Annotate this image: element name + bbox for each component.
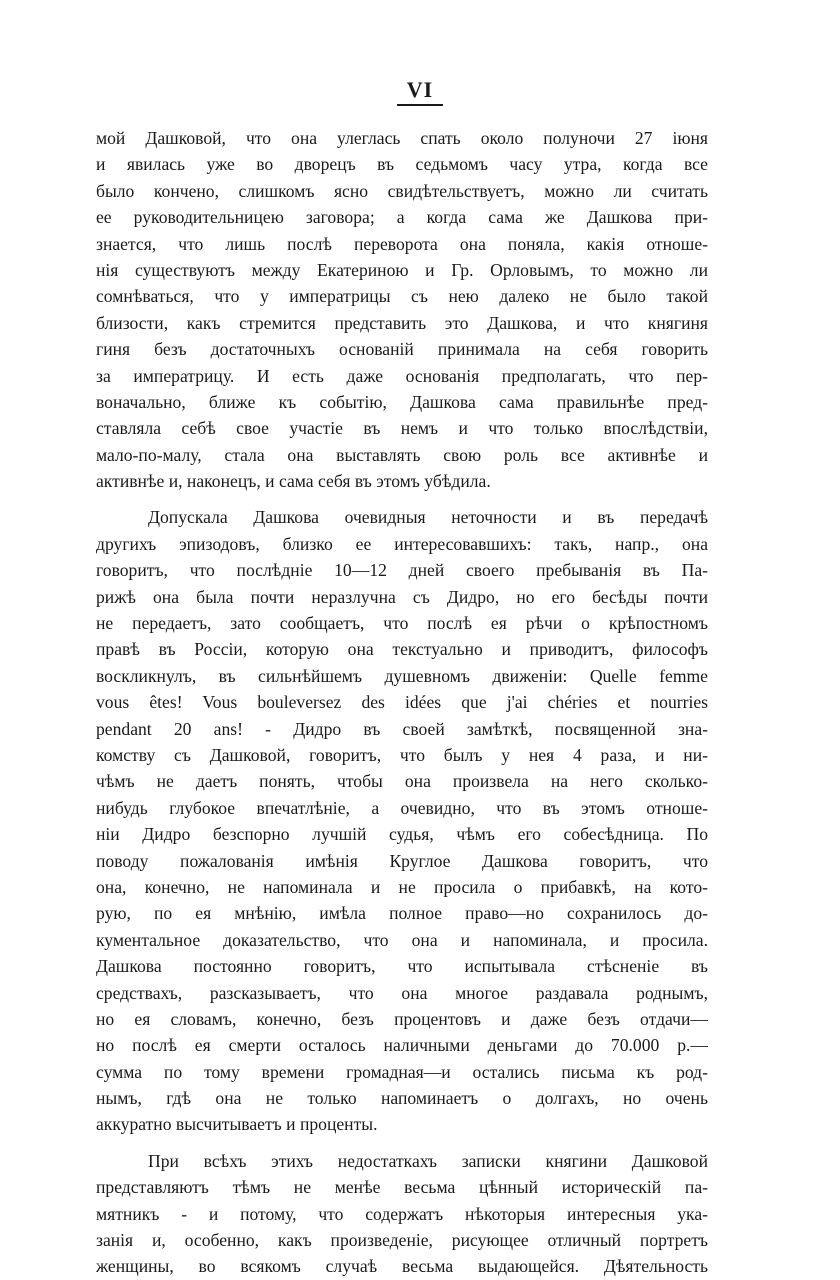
text-line: ее руководительницею заговора; а когда сама же Дашкова при-	[96, 207, 708, 228]
text-line: не передаетъ, зато сообщаетъ, что послѣ ея рѣчи о крѣпостномъ	[96, 613, 708, 634]
text-line: занія и, особенно, какъ произведеніе, рисующее отличный портретъ	[96, 1230, 708, 1251]
page-header	[0, 78, 840, 106]
text-line: нымъ, гдѣ она не только напоминаетъ о долгахъ, но очень	[96, 1088, 708, 1109]
paragraph-start-line: Допускала Дашкова очевидныя неточности и въ передачѣ	[148, 507, 708, 528]
text-line: сомнѣваться, что у императрицы съ нею далеко не было такой	[96, 286, 708, 307]
text-line: женщины, во всякомъ случаѣ весьма выдающейся. Дѣятельность	[96, 1256, 708, 1277]
text-line: другихъ эпизодовъ, близко ее интересовавшихъ: такъ, напр., она	[96, 533, 708, 554]
text-line: но послѣ ея смерти осталось наличными деньгами до 70.000 р.—	[96, 1035, 708, 1056]
text-line: нибудь глубокое впечатлѣніе, а очевидно, что въ этомъ отноше-	[96, 797, 708, 818]
text-line: мой Дашковой, что она улеглась спать около полуночи 27 іюня	[96, 128, 708, 148]
text-line: vous êtes! Vous bouleversez des idées que j'ai chéries et nourries	[96, 692, 708, 713]
text-line: мятникъ - и потому, что содержатъ нѣкоторыя интересныя ука-	[96, 1203, 708, 1224]
text-line: правѣ въ Россіи, которую она текстуально и приводитъ, философъ	[96, 639, 708, 660]
text-line: поводу пожалованія имѣнія Круглое Дашкова говоритъ, что	[96, 850, 708, 871]
text-line: но ея словамъ, конечно, безъ процентовъ и даже безъ отдачи—	[96, 1008, 708, 1029]
text-line: комству съ Дашковой, говоритъ, что былъ у нея 4 раза, и ни-	[96, 744, 708, 765]
text-line: представляютъ тѣмъ не менѣе весьма цѣнный историческій па-	[96, 1177, 708, 1198]
page-number: VI	[397, 78, 443, 106]
text-line: близости, какъ стремится представить это Дашкова, и что княгиня	[96, 312, 708, 333]
text-line: ставляла себѣ свое участіе въ немъ и что только впослѣдствіи,	[96, 418, 708, 439]
paragraph-start-line: При всѣхъ этихъ недостаткахъ записки княгини Дашковой	[148, 1150, 708, 1171]
body-text	[96, 125, 708, 1280]
text-line: воскликнулъ, въ сильнѣйшемъ душевномъ движеніи: Quelle femme	[96, 665, 708, 686]
text-line: ніи Дидро безспорно лучшій судья, чѣмъ его собесѣдница. По	[96, 824, 708, 845]
text-line: средствахъ, разсказываетъ, что она многое раздавала роднымъ,	[96, 982, 708, 1003]
text-line: за императрицу. И есть даже основанія предполагать, что пер-	[96, 365, 708, 386]
text-line: рую, по ея мнѣнію, имѣла полное право—но сохранилось до-	[96, 903, 708, 924]
text-line: pendant 20 ans! - Дидро въ своей замѣткѣ, посвященной зна-	[96, 718, 708, 739]
text-line: кументальное доказательство, что она и напоминала, и просила.	[96, 929, 708, 950]
text-line: воначально, ближе къ событію, Дашкова сама правильнѣе пред-	[96, 391, 708, 412]
text-line: рижѣ она была почти неразлучна съ Дидро, но его бесѣды почти	[96, 586, 708, 607]
text-line: гиня безъ достаточныхъ основаній принимала на себя говорить	[96, 339, 708, 360]
text-line: говоритъ, что послѣдніе 10—12 дней своего пребыванія въ Па-	[96, 560, 708, 581]
text-line: сумма по тому времени громадная—и остались письма къ род-	[96, 1061, 708, 1082]
text-line: мало-по-малу, стала она выставлять свою роль все активнѣе и	[96, 444, 708, 465]
text-line: и явилась уже во дворецъ въ седьмомъ часу утра, когда все	[96, 154, 708, 175]
text-line: было кончено, слишкомъ ясно свидѣтельствуетъ, можно ли считать	[96, 180, 708, 201]
text-line: знается, что лишь послѣ переворота она поняла, какія отноше-	[96, 233, 708, 254]
text-line: нія существуютъ между Екатериною и Гр. Орловымъ, то можно ли	[96, 259, 708, 280]
text-line: активнѣе и, наконецъ, и сама себя въ этомъ убѣдила.	[96, 471, 491, 492]
text-line: чѣмъ не даетъ понять, чтобы она произвела на него сколько-	[96, 771, 708, 792]
text-line: она, конечно, не напоминала и не просила о прибавкѣ, на кото-	[96, 876, 708, 897]
text-line: аккуратно высчитываетъ и проценты.	[96, 1114, 378, 1135]
text-line: Дашкова постоянно говоритъ, что испытывала стѣсненіе въ	[96, 956, 708, 977]
